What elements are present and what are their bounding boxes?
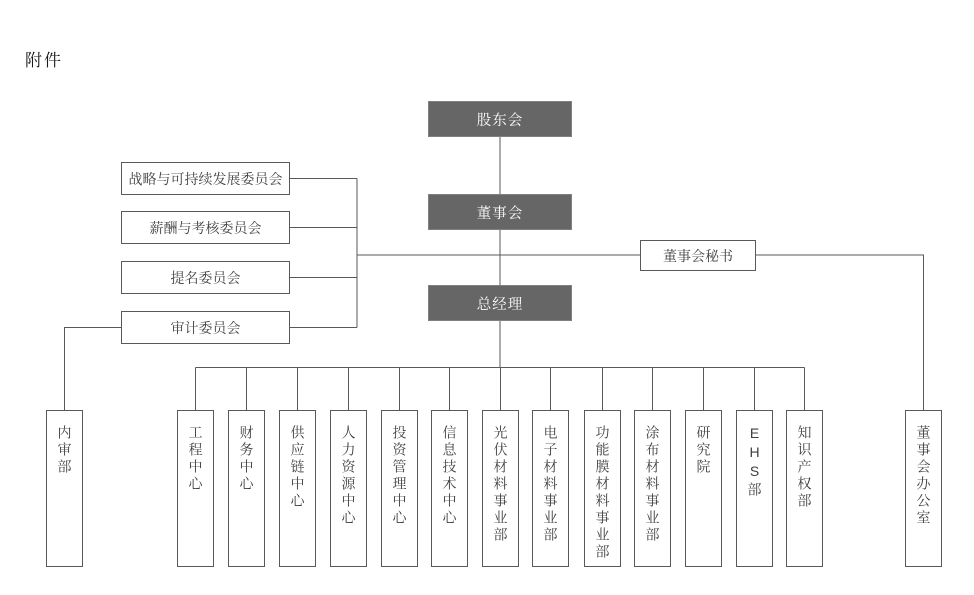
dept-label: 投资管理中心 <box>391 425 408 527</box>
dept-board-office <box>905 410 942 567</box>
dept-label: 涂布材料事业部 <box>644 425 661 544</box>
dept-functional-film-materials-division <box>584 410 621 567</box>
dept-label: 光伏材料事业部 <box>492 425 509 544</box>
committee-label: 提名委员会 <box>170 269 241 286</box>
dept-label: 信息技术中心 <box>441 425 458 527</box>
dept-label: 电子材料事业部 <box>542 425 559 544</box>
node-board-label: 董事会 <box>476 205 524 222</box>
node-board-secretary-label: 董事会秘书 <box>663 247 733 264</box>
dept-investment-management-center <box>381 410 418 567</box>
dept-it-center <box>431 410 468 567</box>
committee-label: 审计委员会 <box>170 319 241 336</box>
committee-audit <box>121 311 290 344</box>
attachment-label: 附件 <box>25 51 63 70</box>
dept-supply-chain-center <box>279 410 316 567</box>
committee-strategy-sustainable-development <box>121 162 290 195</box>
dept-internal-audit <box>46 410 83 567</box>
committee-label: 薪酬与考核委员会 <box>149 219 262 236</box>
connector-audit-internal-audit <box>65 328 122 411</box>
connector-secretary-board-office <box>756 255 924 410</box>
dept-hr-center <box>330 410 367 567</box>
dept-label: 工程中心 <box>187 425 204 493</box>
dept-label: 研究院 <box>695 425 712 476</box>
dept-label: 人力资源中心 <box>340 425 357 527</box>
committee-label: 战略与可持续发展委员会 <box>128 170 283 187</box>
dept-label: 供应链中心 <box>289 425 306 510</box>
node-board-secretary <box>640 240 756 271</box>
dept-pv-materials-division <box>482 410 519 567</box>
node-general-manager <box>428 285 572 321</box>
node-general-manager-label: 总经理 <box>476 296 524 313</box>
committee-nomination <box>121 261 290 294</box>
dept-electronic-materials-division <box>532 410 569 567</box>
dept-label: 功能膜材料事业部 <box>594 425 611 561</box>
dept-label: 董事会办公室 <box>915 425 932 527</box>
dept-label: 知识产权部 <box>796 425 813 510</box>
dept-finance-center <box>228 410 265 567</box>
node-shareholders-label: 股东会 <box>476 112 524 129</box>
dept-label: EHS部 <box>746 425 763 499</box>
node-shareholders <box>428 101 572 137</box>
dept-ehs <box>736 410 773 567</box>
dept-label: 财务中心 <box>238 425 255 493</box>
dept-intellectual-property <box>786 410 823 567</box>
node-board <box>428 194 572 230</box>
committee-remuneration-assessment <box>121 211 290 244</box>
dept-label: 内审部 <box>56 425 73 476</box>
dept-coating-materials-division <box>634 410 671 567</box>
dept-research-institute <box>685 410 722 567</box>
dept-engineering-center <box>177 410 214 567</box>
